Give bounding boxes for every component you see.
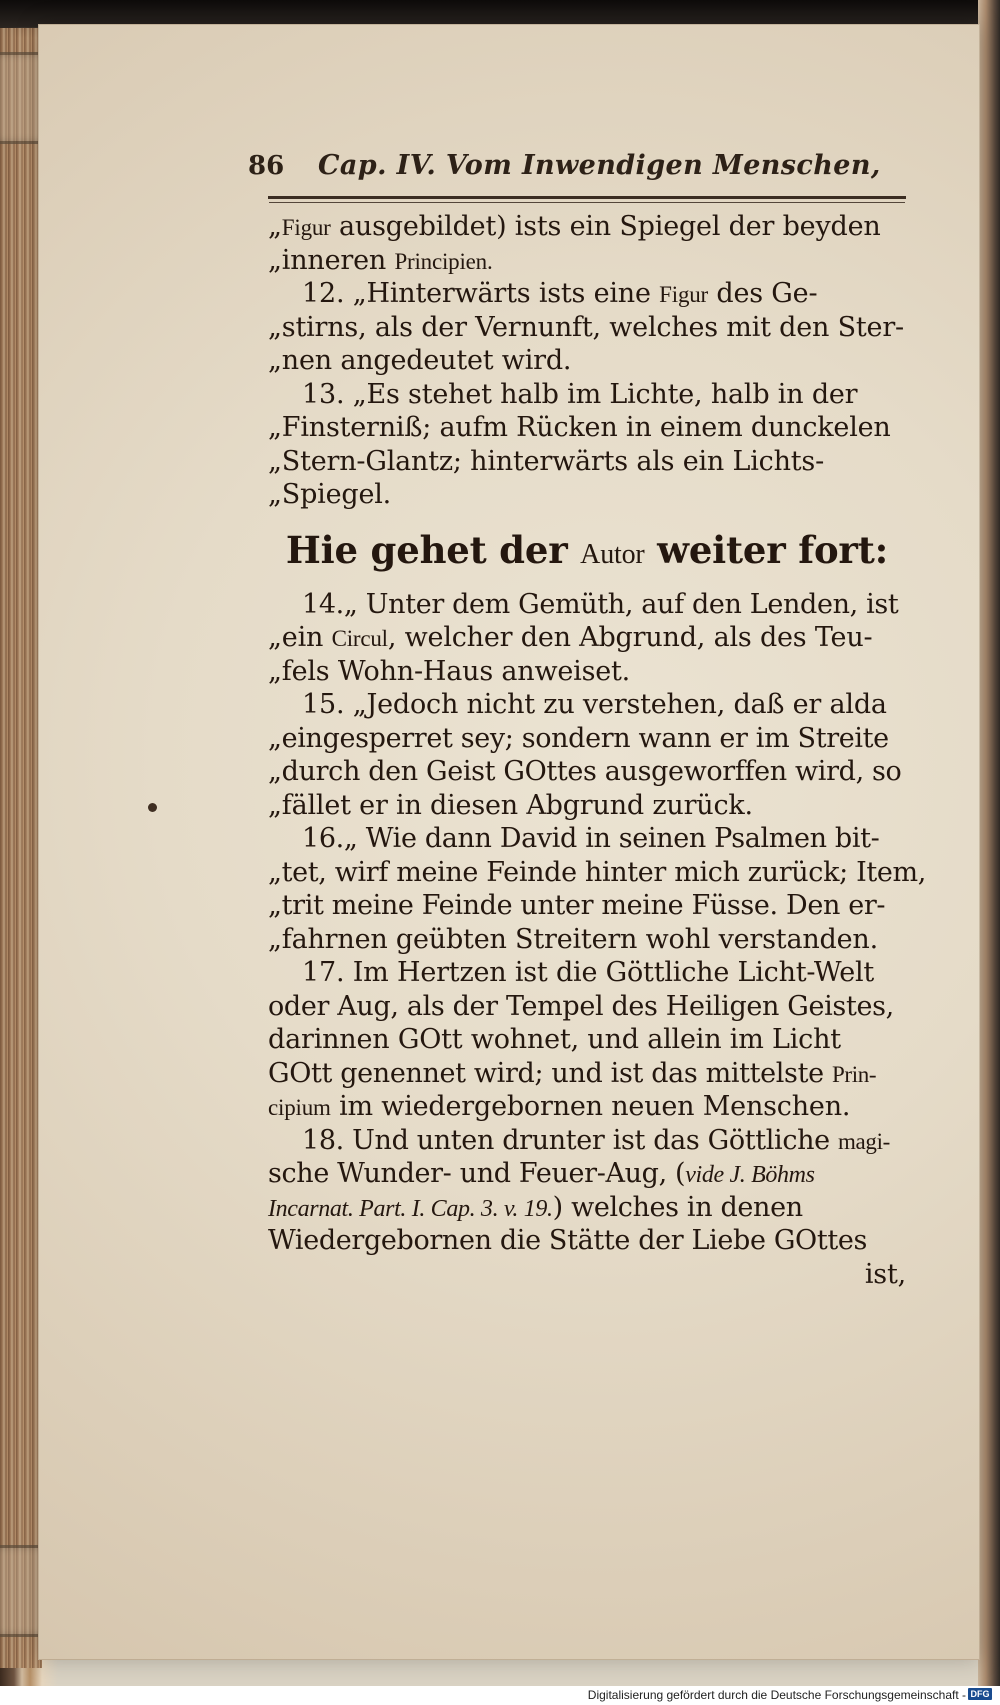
text-line: 14.„ Unter dem Gemüth, auf den Lenden, ist: [302, 588, 899, 620]
heading-rest: weiter fort:: [644, 527, 889, 572]
text-line: „Spiegel.: [268, 479, 392, 510]
heading-roman: Autor: [580, 538, 645, 570]
running-head: Cap. IV. Vom Inwendigen Menschen,: [318, 150, 881, 181]
line-27-italic: vide J. Böhms: [685, 1162, 815, 1188]
book-edge-right: [978, 0, 1000, 1705]
text-line: [268, 210, 906, 244]
text-line: „trit meine Feinde unter meine Füsse. Den er-: [268, 890, 886, 921]
text-line: „fället er in diesen Abgrund zurück.: [268, 789, 753, 821]
line-3-roman: Figur: [659, 282, 709, 307]
line-28-italic: Incarnat. Part. I. Cap. 3. v. 19.: [268, 1195, 553, 1222]
text-line: „fahrnen geübten Streitern wohl verstanden.: [268, 923, 878, 955]
text-line: „nen angedeutet wird.: [268, 345, 572, 376]
text-line: „fels Wohn-Haus anweiset.: [268, 655, 631, 687]
text-line: [268, 244, 906, 278]
text-line: „Stern-Glantz; hinterwärts als ein Lichts-: [268, 445, 824, 477]
text-line: [268, 1157, 906, 1191]
line-26-prefix: 18. Und unten drunter ist das Göttliche: [302, 1124, 839, 1156]
text-line: [268, 621, 906, 655]
line-27-prefix: sche Wunder- und Feuer-Aug, (: [268, 1158, 686, 1189]
line-11-rest: , welcher den Abgrund, als des Teu-: [387, 622, 873, 653]
text-line: „tet, wirf meine Feinde hinter mich zurück; Item,: [268, 856, 926, 888]
line-11-prefix: „ein: [268, 622, 332, 653]
header-rule: [268, 196, 906, 199]
line-1-prefix: „: [268, 211, 282, 242]
text-line: „durch den Geist GOttes ausgeworffen wird, so: [268, 756, 902, 787]
page-text: [268, 210, 926, 1291]
catchword: ist,: [864, 1258, 906, 1290]
line-24-roman: Prin-: [831, 1061, 877, 1087]
line-26-roman: magi-: [838, 1128, 890, 1154]
text-line: 16.„ Wie dann David in seinen Psalmen bit-: [302, 823, 880, 854]
text-line: 15. „Jedoch nicht zu verstehen, daß er alda: [302, 689, 887, 720]
funding-credit: Digitalisierung gefördert durch die Deutsche Forschungsgemeinschaft -: [587, 1688, 966, 1702]
text-line: 13. „Es stehet halb im Lichte, halb in der: [302, 378, 858, 410]
line-3-prefix: 12. „Hinterwärts ists eine: [302, 278, 660, 309]
text-line: 17. Im Hertzen ist die Göttliche Licht-Welt: [302, 957, 875, 988]
line-1-roman: Figur: [281, 215, 331, 240]
line-3-rest: des Ge-: [708, 278, 818, 309]
line-25-roman: cipium: [268, 1095, 331, 1120]
dfg-logo: DFG: [968, 1688, 992, 1700]
book-edge-left: [0, 28, 42, 1668]
text-line: oder Aug, als der Tempel des Heiligen Geistes,: [268, 990, 894, 1022]
text-line: „stirns, als der Vernunft, welches mit den Ster-: [268, 311, 904, 343]
text-line: „eingesperret sey; sondern wann er im Streite: [268, 722, 889, 754]
text-line: [268, 1057, 906, 1091]
text-line: [268, 1124, 906, 1158]
ink-spot: [148, 803, 157, 812]
line-28-rest: ) welches in denen: [552, 1191, 803, 1223]
text-line: [268, 1191, 906, 1225]
heading-prefix: Hie gehet der: [285, 527, 581, 572]
line-2-roman: Principien.: [394, 248, 493, 274]
text-line: [268, 1090, 906, 1124]
line-24-prefix: GOtt genennet wird; und ist das mittelste: [268, 1057, 832, 1089]
line-1-rest: ausgebildet) ists ein Spiegel der beyden: [330, 211, 881, 242]
line-11-roman: Circul: [331, 626, 388, 651]
section-heading: [268, 512, 906, 588]
text-line: [268, 277, 906, 311]
text-line: „Finsterniß; aufm Rücken in einem dunckelen: [268, 412, 891, 443]
page-header: [248, 150, 888, 181]
text-line: Wiedergebornen die Stätte der Liebe GOttes: [268, 1225, 867, 1256]
page-number: 86: [248, 151, 285, 181]
line-2-prefix: „inneren: [268, 244, 395, 276]
line-25-rest: im wiedergebornen neuen Menschen.: [330, 1091, 851, 1122]
text-line: darinnen GOtt wohnet, und allein im Licht: [268, 1024, 841, 1055]
